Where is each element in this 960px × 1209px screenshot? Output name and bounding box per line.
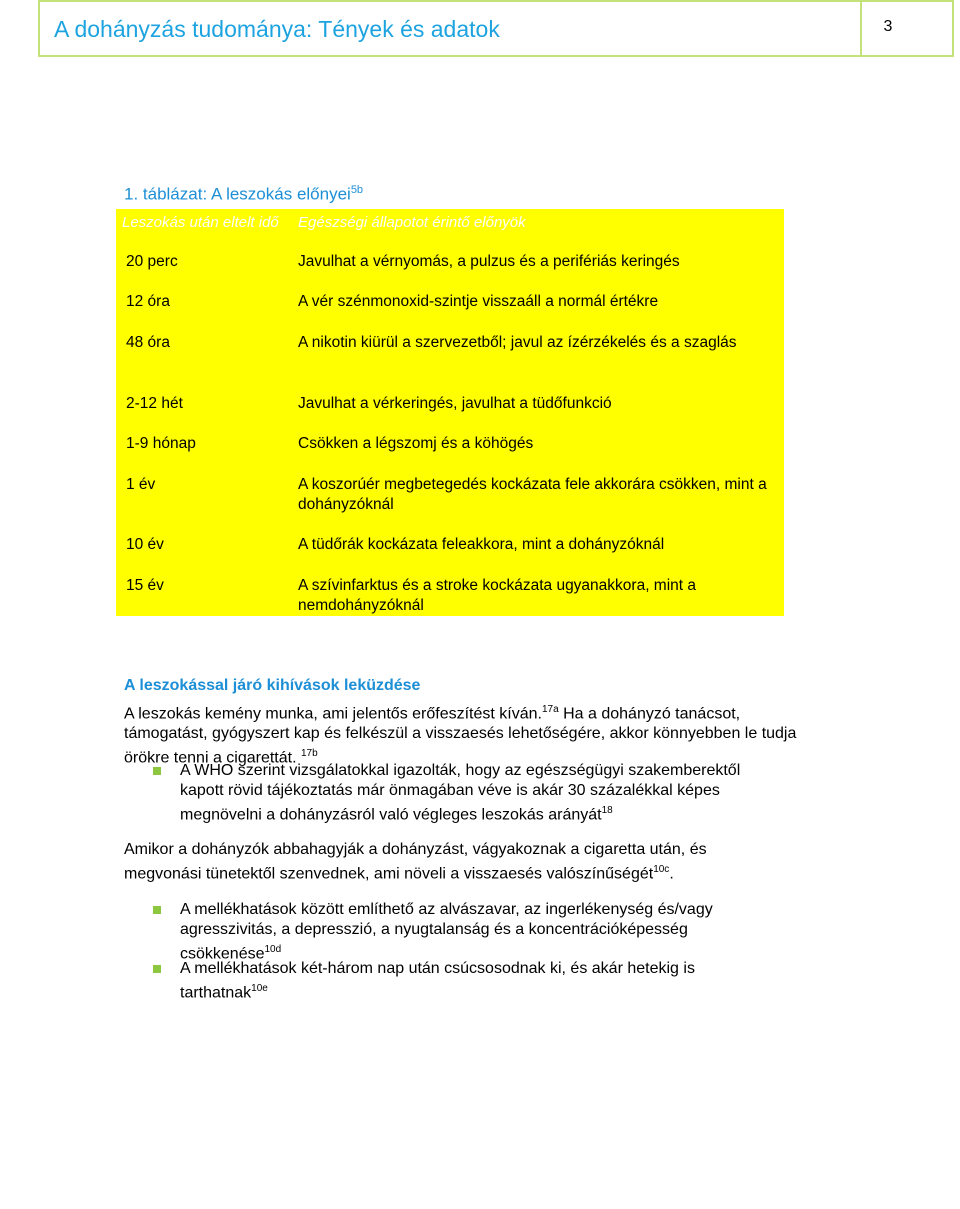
bullet-text: A mellékhatások két-három nap után csúcsosodnak ki, és akár hetekig is tarthatnak bbox=[180, 960, 695, 1002]
paragraph-text: Ha a dohányzó tanácsot, támogatást, gyógyszert kap és felkészül a visszaesés lehetőségére, akkor könnyebben le tudja örökre tenni a cigarettát. bbox=[124, 705, 797, 767]
reference-mark: 10d bbox=[264, 944, 282, 955]
bullet-square-icon bbox=[153, 906, 161, 914]
reference-mark: 17a bbox=[541, 704, 559, 715]
table-caption bbox=[124, 184, 363, 205]
bullet-who bbox=[180, 761, 780, 825]
paragraph-text: A leszokás kemény munka, ami jelentős erőfeszítést kíván. bbox=[124, 705, 542, 723]
paragraph-text: . bbox=[669, 865, 674, 883]
reference-mark: 18 bbox=[601, 805, 613, 816]
paragraph-text: Amikor a dohányzók abbahagyják a dohányzást, vágyakoznak a cigaretta után, és megvonási tünetektől szenvednek, ami növeli a visszaesés valószínűségét bbox=[124, 841, 707, 883]
table-row-time: 10 év bbox=[126, 536, 164, 553]
table-row-benefit: A vér szénmonoxid-szintje visszaáll a normál értékre bbox=[298, 293, 659, 310]
table-row-benefit: A tüdőrák kockázata feleakkora, mint a dohányzóknál bbox=[298, 536, 665, 553]
bullet-side-effects bbox=[180, 900, 770, 964]
table-row-time: 1-9 hónap bbox=[126, 435, 196, 452]
reference-mark: 10e bbox=[251, 983, 268, 994]
bullet-square-icon bbox=[153, 767, 161, 775]
document-title: A dohányzás tudománya: Tények és adatok bbox=[54, 16, 500, 42]
paragraph-intro bbox=[124, 700, 824, 769]
table-row-time: 48 óra bbox=[126, 334, 170, 351]
bullet-side-effects-peak bbox=[180, 959, 760, 1003]
page-header bbox=[38, 0, 954, 57]
table-row-time: 20 perc bbox=[126, 253, 178, 270]
table-row-benefit: Csökken a légszomj és a köhögés bbox=[298, 435, 534, 452]
table-row-benefit: Javulhat a vérkeringés, javulhat a tüdőfunkció bbox=[298, 395, 612, 412]
caption-reference: 5b bbox=[350, 184, 364, 196]
section-heading: A leszokással járó kihívások leküzdése bbox=[124, 677, 421, 694]
table-row-time: 12 óra bbox=[126, 293, 170, 310]
table-row-time: 2-12 hét bbox=[126, 395, 183, 412]
reference-mark: 10c bbox=[653, 864, 670, 875]
bullet-text: A WHO szerint vizsgálatokkal igazolták, hogy az egészségügyi szakemberektől kapott rövid tájékoztatás már önmagában véve is akár 30 százalékkal képes megnövelni a dohányzásról való végleges leszokás arányát bbox=[180, 762, 741, 824]
table-row-benefit: A szívinfarktus és a stroke kockázata ugyanakkora, mint a nemdohányzóknál bbox=[298, 577, 697, 614]
column-header-benefit: Egészségi állapotot érintő előnyök bbox=[298, 214, 526, 231]
reference-mark: 17b bbox=[300, 748, 318, 760]
table-row-benefit: A nikotin kiürül a szervezetből; javul az ízérzékelés és a szaglás bbox=[298, 334, 737, 351]
table-caption-text: 1. táblázat: A leszokás előnyei bbox=[124, 184, 351, 204]
paragraph-withdrawal bbox=[124, 840, 764, 884]
table-row-time: 1 év bbox=[126, 476, 156, 493]
table-row-benefit: A koszorúér megbetegedés kockázata fele akkorára csökken, mint a dohányzóknál bbox=[298, 476, 767, 513]
bullet-text: A mellékhatások között említhető az alvászavar, az ingerlékenység és/vagy agresszivitás, a depresszió, a nyugtalanság és a koncentrációképesség csökkenése bbox=[180, 901, 713, 963]
table-row-time: 15 év bbox=[126, 577, 164, 594]
column-header-time: Leszokás után eltelt idő bbox=[122, 214, 279, 231]
table-row-benefit: Javulhat a vérnyomás, a pulzus és a perifériás keringés bbox=[298, 253, 680, 270]
bullet-square-icon bbox=[153, 965, 161, 973]
page-number: 3 bbox=[883, 18, 893, 35]
